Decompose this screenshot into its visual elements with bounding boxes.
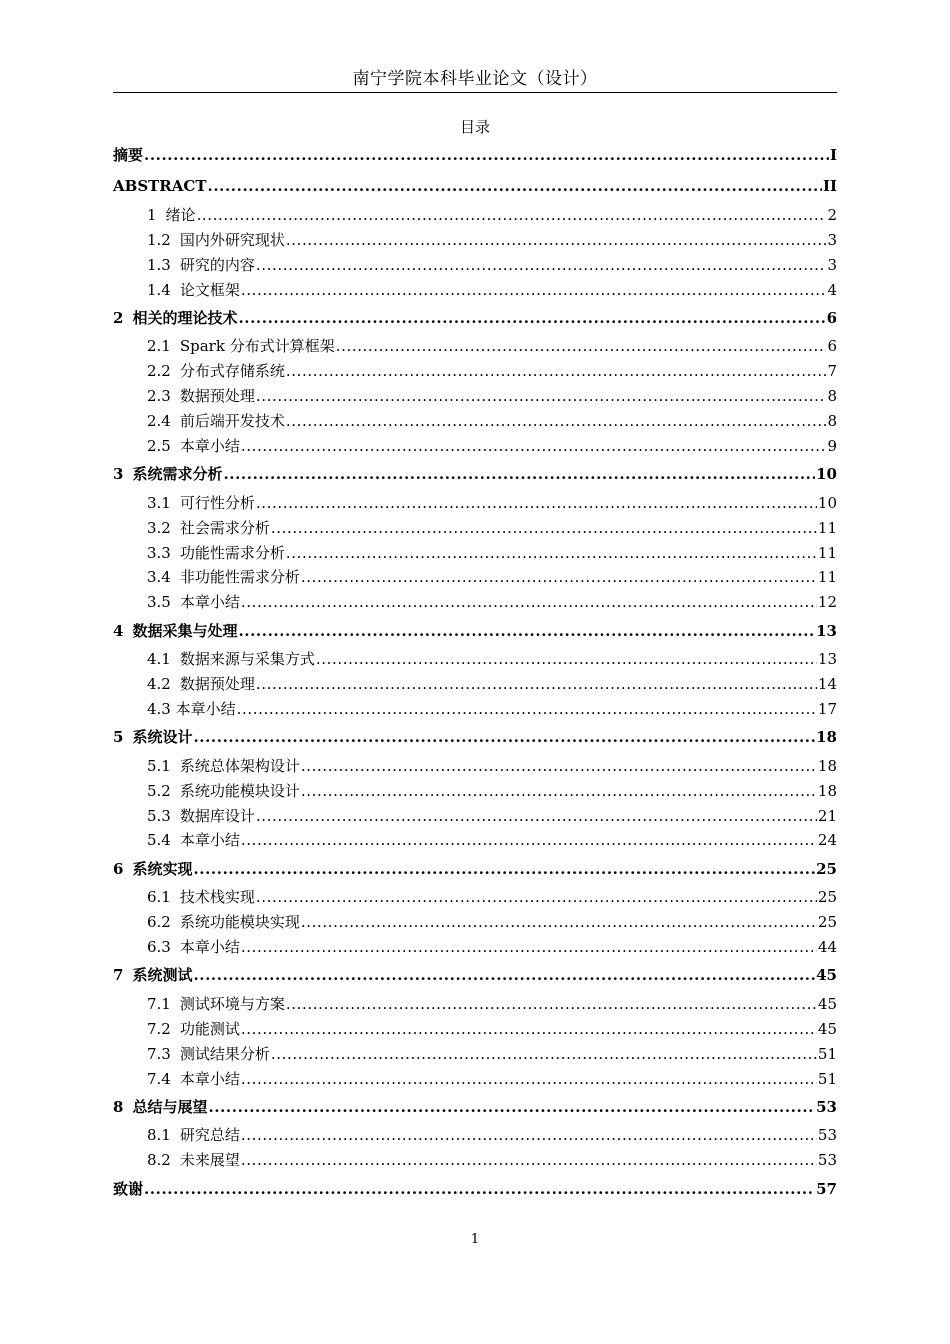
toc-entry[interactable]: [113, 1019, 837, 1039]
toc-entry[interactable]: [113, 361, 837, 381]
toc-entry[interactable]: [113, 230, 837, 250]
toc-entry-page: 44: [817, 938, 837, 956]
toc-dot-leader: [286, 994, 817, 1014]
toc-entry-number: 4.2: [147, 675, 171, 693]
toc-entry-page: 11: [817, 544, 837, 562]
toc-dot-leader: [256, 674, 817, 694]
toc-entry-number: 3.3: [147, 544, 171, 562]
toc-entry-page: 51: [817, 1070, 837, 1088]
toc-dot-leader: [301, 781, 817, 801]
toc-dot-leader: [223, 464, 815, 484]
toc-entry[interactable]: [113, 493, 837, 513]
toc-entry-number: 5: [113, 728, 124, 746]
toc-entry-label: 系统实现: [132, 860, 193, 878]
toc-entry-number: 3.2: [147, 519, 171, 537]
toc-entry-label: 绪论: [165, 206, 196, 224]
toc-entry-number: 5.1: [147, 757, 171, 775]
toc-dot-leader: [286, 411, 827, 431]
toc-entry-page: 6: [826, 309, 837, 327]
toc-entry-page: 45: [817, 995, 837, 1013]
toc-entry-label: 4.3 本章小结: [147, 700, 236, 718]
toc-entry-label: 系统测试: [132, 966, 193, 984]
toc-entry[interactable]: [113, 336, 837, 356]
toc-entry-page: 12: [817, 593, 837, 611]
toc-entry-label: 数据预处理: [179, 675, 255, 693]
toc-dot-leader: [241, 1019, 817, 1039]
toc-dot-leader: [144, 145, 829, 165]
toc-entry-label: 相关的理论技术: [132, 309, 238, 327]
toc-entry[interactable]: [113, 308, 837, 328]
toc-entry-label: 致谢: [113, 1180, 144, 1198]
toc-entry-number: 1.4: [147, 281, 171, 299]
toc-entry-page: 13: [816, 622, 837, 640]
toc-entry-page: 24: [817, 831, 837, 849]
toc-entry-page: 7: [827, 362, 837, 380]
toc-entry[interactable]: [113, 280, 837, 300]
toc-entry[interactable]: [113, 859, 837, 879]
toc-entry-page: I: [829, 146, 837, 164]
toc-entry[interactable]: [113, 464, 837, 484]
toc-dot-leader: [256, 887, 817, 907]
toc-entry-label: 系统功能模块设计: [179, 782, 300, 800]
toc-entry-label: 未来展望: [179, 1151, 240, 1169]
toc-dot-leader: [256, 386, 827, 406]
toc-entry[interactable]: [113, 205, 837, 225]
toc-dot-leader: [256, 806, 817, 826]
toc-entry-page: 3: [827, 256, 837, 274]
toc-entry-number: 1.3: [147, 256, 171, 274]
toc-entry-label: 国内外研究现状: [179, 231, 285, 249]
toc-entry-page: 3: [827, 231, 837, 249]
toc-entry-page: 25: [817, 913, 837, 931]
toc-entry-number: 7: [113, 966, 124, 984]
toc-entry-number: 8.1: [147, 1126, 171, 1144]
toc-entry-label: 测试结果分析: [179, 1045, 270, 1063]
toc-entry-label: 技术栈实现: [179, 888, 255, 906]
toc-entry-page: 51: [817, 1045, 837, 1063]
toc-entry-number: 4: [113, 622, 124, 640]
toc-entry-page: 6: [827, 337, 837, 355]
toc-entry-number: 3: [113, 465, 124, 483]
toc-dot-leader: [271, 518, 817, 538]
toc-entry-label: 系统需求分析: [132, 465, 223, 483]
toc-dot-leader: [237, 699, 817, 719]
toc-entry[interactable]: [113, 436, 837, 456]
toc-dot-leader: [241, 1069, 817, 1089]
toc-entry-number: 7.2: [147, 1020, 171, 1038]
toc-dot-leader: [301, 567, 817, 587]
toc-dot-leader: [241, 436, 827, 456]
toc-entry-number: 7.3: [147, 1045, 171, 1063]
toc-entry-label: 本章小结: [179, 831, 240, 849]
toc-entry[interactable]: [113, 543, 837, 563]
toc-entry-page: 18: [817, 757, 837, 775]
toc-entry-number: 7.1: [147, 995, 171, 1013]
toc-entry-number: 2: [113, 309, 124, 327]
toc-dot-leader: [208, 1097, 815, 1117]
toc-dot-leader: [286, 543, 817, 563]
toc-entry-number: 2.2: [147, 362, 171, 380]
toc-entry-number: 2.3: [147, 387, 171, 405]
toc-entry[interactable]: [113, 518, 837, 538]
toc-entry[interactable]: [113, 727, 837, 747]
toc-entry-number: 5.3: [147, 807, 171, 825]
toc-entry-page: 4: [827, 281, 837, 299]
toc-entry-number: 5.4: [147, 831, 171, 849]
toc-entry-label: Spark 分布式计算框架: [179, 337, 335, 355]
toc-dot-leader: [301, 912, 817, 932]
toc-entry-number: 1: [147, 206, 157, 224]
toc-entry-label: 社会需求分析: [179, 519, 270, 537]
toc-dot-leader: [193, 965, 815, 985]
toc-entry-page: 10: [817, 494, 837, 512]
toc-entry-label: 非功能性需求分析: [179, 568, 300, 586]
toc-entry-number: 5.2: [147, 782, 171, 800]
toc-dot-leader: [241, 280, 827, 300]
toc-dot-leader: [241, 1125, 817, 1145]
toc-entry-page: 17: [817, 700, 837, 718]
toc-entry-label: 摘要: [113, 146, 144, 164]
toc-entry-label: 测试环境与方案: [179, 995, 285, 1013]
toc-entry-number: 6.3: [147, 938, 171, 956]
toc-entry[interactable]: [113, 176, 837, 196]
toc-dot-leader: [241, 1150, 817, 1170]
toc-entry[interactable]: [113, 756, 837, 776]
toc-entry-page: 53: [817, 1151, 837, 1169]
toc-entry-page: 9: [827, 437, 837, 455]
toc-entry[interactable]: [113, 965, 837, 985]
page-number: 1: [470, 1232, 480, 1247]
toc-entry[interactable]: [113, 912, 837, 932]
toc-dot-leader: [256, 493, 817, 513]
toc-entry-page: 45: [817, 1020, 837, 1038]
toc-entry-page: 25: [817, 888, 837, 906]
toc-entry-label: 可行性分析: [179, 494, 255, 512]
toc-entry-number: 2.4: [147, 412, 171, 430]
toc-entry-label: 功能性需求分析: [179, 544, 285, 562]
toc-entry-label: 本章小结: [179, 593, 240, 611]
toc-entry[interactable]: [113, 937, 837, 957]
toc-entry-number: 3.4: [147, 568, 171, 586]
toc-entry-label: 本章小结: [179, 938, 240, 956]
toc-entry-number: 2.1: [147, 337, 171, 355]
toc-entry-label: 前后端开发技术: [179, 412, 285, 430]
toc-entry-page: 13: [817, 650, 837, 668]
toc-dot-leader: [238, 621, 815, 641]
toc-entry-number: 7.4: [147, 1070, 171, 1088]
toc-entry-label: ABSTRACT: [113, 177, 207, 195]
toc-dot-leader: [336, 336, 827, 356]
toc-entry-number: 3.5: [147, 593, 171, 611]
toc-entry-page: 10: [816, 465, 837, 483]
toc-dot-leader: [301, 756, 817, 776]
toc-entry-number: 8: [113, 1098, 124, 1116]
toc-dot-leader: [286, 361, 827, 381]
page-header: 南宁学院本科毕业论文（设计）: [113, 68, 837, 93]
toc-dot-leader: [197, 205, 827, 225]
toc-entry-label: 系统功能模块实现: [179, 913, 300, 931]
toc-entry-number: 6.1: [147, 888, 171, 906]
toc-entry-label: 研究总结: [179, 1126, 240, 1144]
toc-entry-page: 25: [816, 860, 837, 878]
toc-entry[interactable]: [113, 887, 837, 907]
toc-entry[interactable]: [113, 386, 837, 406]
toc-entry-number: 4.1: [147, 650, 171, 668]
toc-entry-number: 3.1: [147, 494, 171, 512]
toc-dot-leader: [241, 937, 817, 957]
toc-entry-label: 本章小结: [179, 437, 240, 455]
toc-dot-leader: [256, 255, 827, 275]
toc-entry[interactable]: [113, 674, 837, 694]
toc-entry-label: 总结与展望: [132, 1098, 208, 1116]
toc-entry-page: 57: [816, 1180, 837, 1198]
toc-entry-label: 数据库设计: [179, 807, 255, 825]
toc-entry[interactable]: [113, 806, 837, 826]
toc-entry[interactable]: [113, 255, 837, 275]
toc-entry-number: 6: [113, 860, 124, 878]
toc-entry-label: 系统总体架构设计: [179, 757, 300, 775]
toc-entry-page: 53: [816, 1098, 837, 1116]
toc-entry-page: 8: [827, 387, 837, 405]
toc-entry-number: 8.2: [147, 1151, 171, 1169]
toc-entry[interactable]: [113, 1097, 837, 1117]
toc-entry-number: 2.5: [147, 437, 171, 455]
toc-entry[interactable]: [113, 145, 837, 165]
toc-entry-number: 6.2: [147, 913, 171, 931]
toc-entry-page: 18: [816, 728, 837, 746]
toc-entry[interactable]: [113, 1150, 837, 1170]
toc-entry[interactable]: [113, 567, 837, 587]
toc-entry-label: 本章小结: [179, 1070, 240, 1088]
toc-entry-label: 数据采集与处理: [132, 622, 238, 640]
toc-entry-page: 14: [817, 675, 837, 693]
toc-entry[interactable]: [113, 699, 837, 719]
toc-entry-label: 数据来源与采集方式: [179, 650, 315, 668]
toc-entry-label: 研究的内容: [179, 256, 255, 274]
toc-entry[interactable]: [113, 592, 837, 612]
toc-entry-label: 功能测试: [179, 1020, 240, 1038]
toc-entry[interactable]: [113, 621, 837, 641]
toc-entry-page: 45: [816, 966, 837, 984]
toc-dot-leader: [238, 308, 825, 328]
toc-dot-leader: [241, 592, 817, 612]
toc-entry[interactable]: [113, 830, 837, 850]
toc-entry-page: 2: [827, 206, 837, 224]
toc-entry-label: 系统设计: [132, 728, 193, 746]
toc-dot-leader: [241, 830, 817, 850]
toc-entry-label: 数据预处理: [179, 387, 255, 405]
toc-entry[interactable]: [113, 1179, 837, 1199]
toc-entry[interactable]: [113, 1069, 837, 1089]
toc-entry-page: II: [822, 177, 837, 195]
toc-entry-page: 18: [817, 782, 837, 800]
toc-entry[interactable]: [113, 1125, 837, 1145]
toc-dot-leader: [271, 1044, 817, 1064]
toc-dot-leader: [208, 176, 822, 196]
toc-entry[interactable]: [113, 1044, 837, 1064]
toc-entry-page: 8: [827, 412, 837, 430]
toc-entry-number: 1.2: [147, 231, 171, 249]
toc-entry-page: 11: [817, 519, 837, 537]
toc-dot-leader: [193, 727, 815, 747]
toc-entry-label: 论文框架: [179, 281, 240, 299]
toc-dot-leader: [316, 649, 817, 669]
toc-dot-leader: [193, 859, 815, 879]
toc-entry-page: 53: [817, 1126, 837, 1144]
toc-entry[interactable]: [113, 994, 837, 1014]
toc-entry[interactable]: [113, 649, 837, 669]
toc-entry-page: 11: [817, 568, 837, 586]
toc-entry-label: 分布式存储系统: [179, 362, 285, 380]
toc-entry[interactable]: [113, 411, 837, 431]
toc-entry-page: 21: [817, 807, 837, 825]
toc-title: 目录: [459, 118, 490, 136]
toc-dot-leader: [144, 1179, 815, 1199]
toc-dot-leader: [286, 230, 827, 250]
toc-entry[interactable]: [113, 781, 837, 801]
